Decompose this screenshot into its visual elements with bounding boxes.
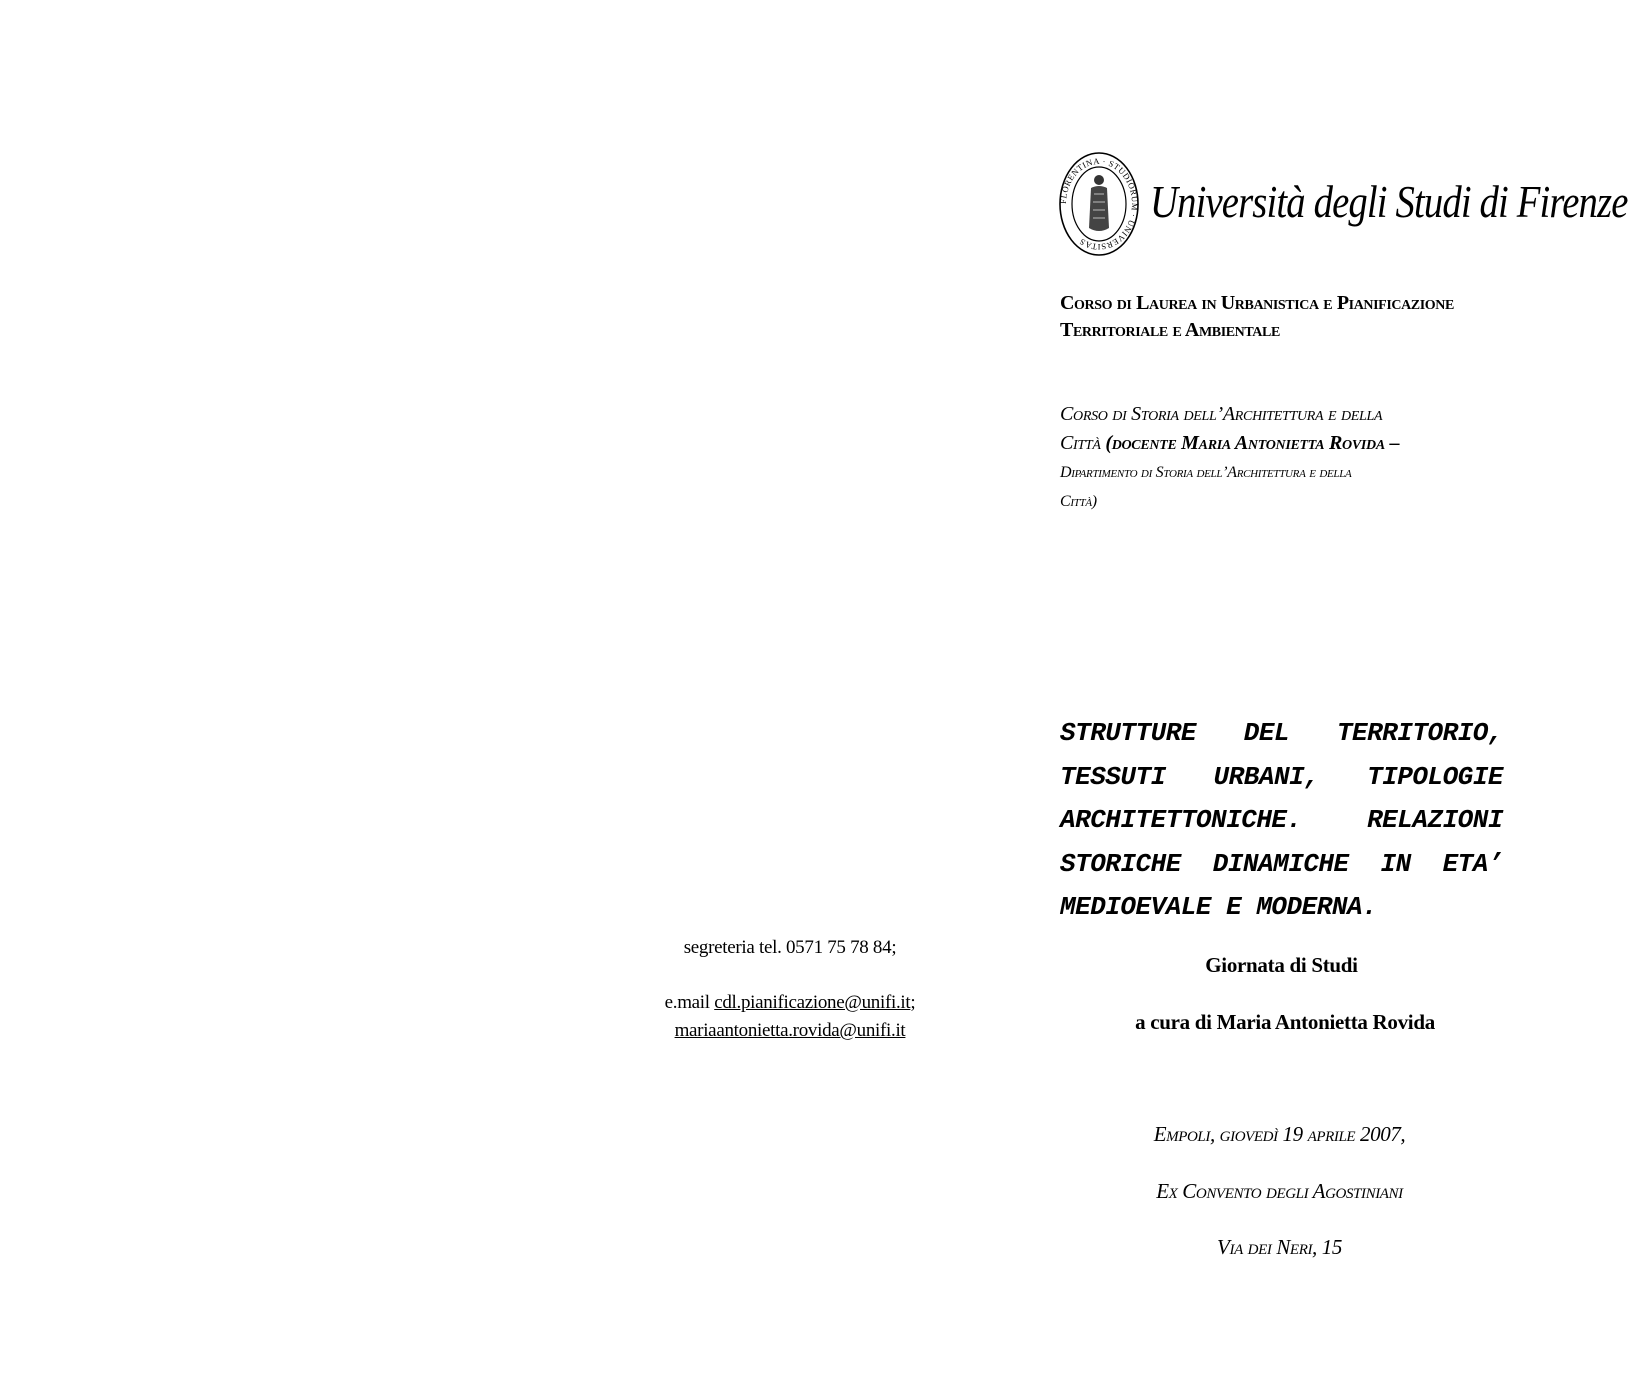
event-venue: Ex Convento degli Agostiniani [1156,1179,1403,1203]
course-info [1060,400,1480,516]
email-link-1[interactable]: cdl.pianificazione@unifi.it [714,992,911,1013]
course-line-2-prefix: Città [1060,432,1106,454]
email-line-2 [620,1017,960,1045]
department-line-1: Dipartimento di Storia dell’Architettura e della [1060,464,1352,481]
degree-line-1: Corso di Laurea in Urbanistica e Pianificazione [1060,292,1454,314]
university-wordmark: Università degli Studi di Firenze [1150,177,1628,227]
contact-block [620,934,960,1045]
university-seal-icon [1058,150,1140,258]
email-label: e.mail [664,992,715,1013]
course-line-2 [1060,429,1480,458]
email-link-2[interactable]: mariaantonietta.rovida@unifi.it [674,1020,906,1041]
course-line-1: Corso di Storia dell’Architettura e della [1060,403,1383,425]
event-title: STRUTTURE DEL TERRITORIO, TESSUTI URBANI, TIPOLOGIE ARCHITETTONICHE. RELAZIONI STORICHE DINAMICHE IN ETA’ MEDIOEVALE E MODERNA. [1060,718,1503,922]
university-logo [1058,150,1628,260]
degree-program [1060,290,1530,344]
event-date: Empoli, giovedì 19 aprile 2007, [1153,1122,1406,1146]
degree-line-2: Territoriale e Ambientale [1060,319,1280,341]
event-street: Via dei Neri, 15 [1217,1235,1342,1259]
email-line [620,989,960,1017]
event-type: Giornata di Studi [1205,953,1358,977]
email-separator: ; [910,992,916,1013]
course-teacher: (docente Maria Antonietta Rovida – [1105,432,1400,454]
department-line-2: Città) [1060,493,1097,510]
seal-text: FLORENTINA · STUDIORUM · UNIVERSITAS [1058,155,1140,253]
event-curator: a cura di Maria Antonietta Rovida [1135,1010,1435,1034]
phone-line: segreteria tel. 0571 75 78 84; [683,937,897,958]
